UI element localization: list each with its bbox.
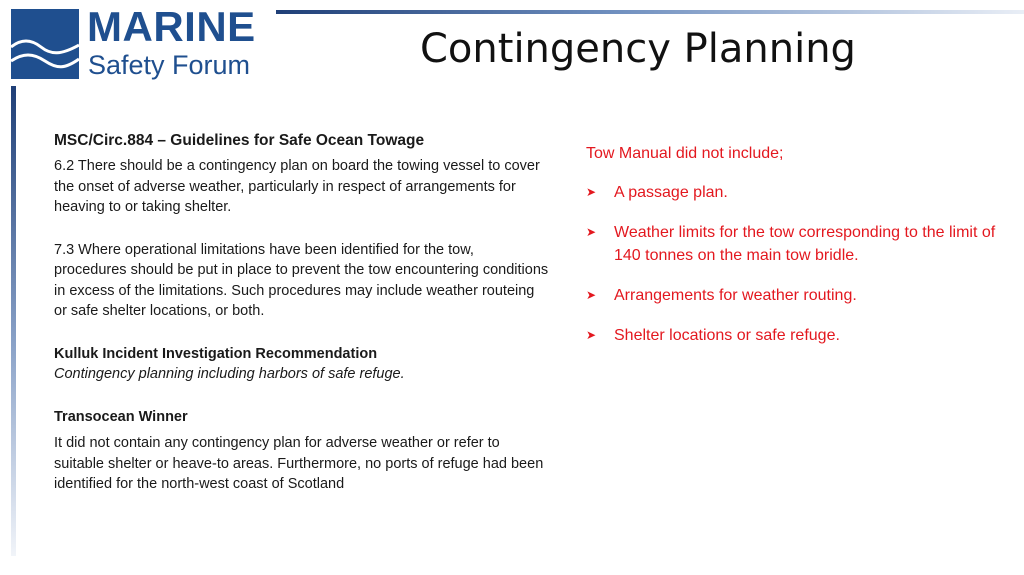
arrowhead-bullet-icon: ➤ bbox=[586, 225, 597, 239]
logo-word-safety-forum: Safety Forum bbox=[88, 50, 251, 80]
kulluk-recommendation: Contingency planning including harbors of safe refuge. bbox=[54, 366, 405, 382]
arrowhead-bullet-icon: ➤ bbox=[586, 185, 597, 199]
msc-circ-paragraph-6-2: 6.2 There should be a contingency plan on board the towing vessel to cover the onset of adverse weather, particularly in respect of arrangements for heaving to or taking shelter. bbox=[54, 158, 540, 215]
tow-manual-lead: Tow Manual did not include; bbox=[586, 145, 784, 162]
transocean-text: It did not contain any contingency plan for adverse weather or refer to suitable shelter or heave-to areas. Furthermore, no ports of refuge had been identified for the north-west coast of Scotland bbox=[54, 435, 544, 492]
transocean-heading: Transocean Winner bbox=[54, 408, 188, 425]
list-item-text: Arrangements for weather routing. bbox=[614, 287, 857, 304]
right-column bbox=[586, 142, 1006, 364]
msc-circ-heading: MSC/Circ.884 – Guidelines for Safe Ocean Towage bbox=[54, 132, 425, 149]
slide-title: Contingency Planning bbox=[420, 26, 856, 72]
list-item bbox=[586, 324, 1006, 347]
list-item bbox=[586, 181, 1006, 204]
list-item bbox=[586, 221, 1006, 267]
list-item-text: Shelter locations or safe refuge. bbox=[614, 327, 840, 344]
header-rule bbox=[276, 10, 1024, 14]
list-item-text: Weather limits for the tow corresponding to the limit of 140 tonnes on the main tow bridle. bbox=[614, 224, 996, 264]
kulluk-heading: Kulluk Incident Investigation Recommendation bbox=[54, 345, 378, 362]
list-item bbox=[586, 284, 1006, 307]
logo-word-marine: MARINE bbox=[87, 3, 256, 50]
left-column bbox=[54, 130, 549, 495]
arrowhead-bullet-icon: ➤ bbox=[586, 328, 597, 342]
arrowhead-bullet-icon: ➤ bbox=[586, 288, 597, 302]
marine-safety-forum-logo bbox=[11, 3, 276, 82]
logo-wave-icon bbox=[11, 9, 79, 79]
side-rule bbox=[11, 86, 16, 556]
tow-manual-omissions-list bbox=[586, 181, 1006, 347]
msc-circ-paragraph-7-3: 7.3 Where operational limitations have been identified for the tow, procedures should be put in place to prevent the tow encountering conditions in excess of the limitations. Such procedures may include weather routeing or safe shelter locations, or both. bbox=[54, 241, 549, 319]
list-item-text: A passage plan. bbox=[614, 184, 728, 201]
